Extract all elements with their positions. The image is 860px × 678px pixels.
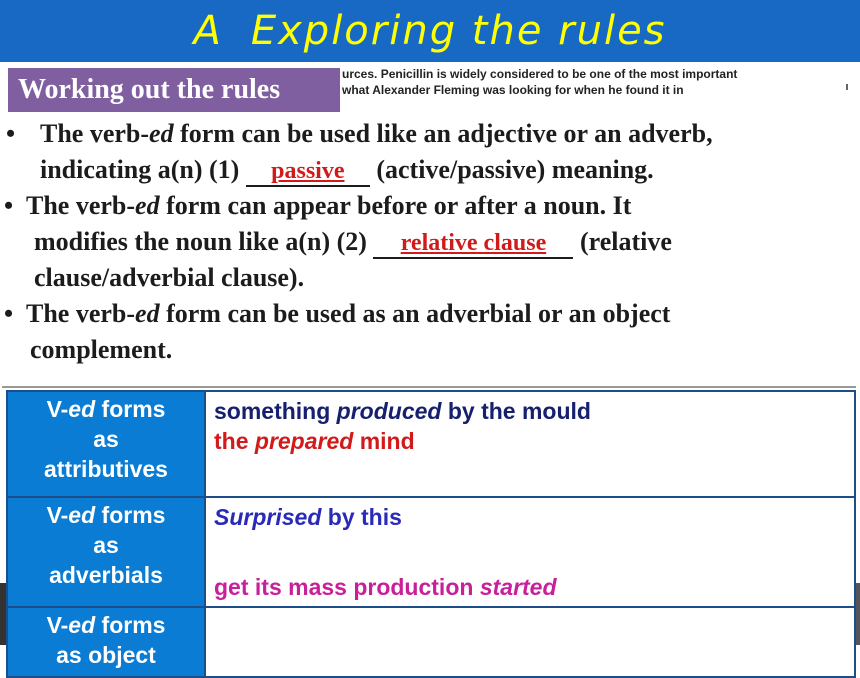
title-text: Exploring the rules [250, 8, 667, 54]
example-text: mind [353, 428, 415, 454]
example-cell [205, 497, 855, 607]
category-cell [7, 497, 205, 607]
strip-tick [846, 84, 848, 90]
rule-2-em: ed [135, 191, 160, 220]
example-text: by this [321, 504, 402, 530]
table-row [7, 497, 855, 607]
rule-1-text-b: form can be used like an adjective or an adverb, [173, 119, 713, 148]
rule-1-line-1 [32, 116, 854, 152]
example-line [214, 396, 846, 426]
example-text: by the mould [441, 398, 591, 424]
table-row [7, 607, 855, 677]
category-text-c: as object [56, 642, 156, 668]
rule-1-text-a: The verb- [40, 119, 150, 148]
category-cell [7, 391, 205, 497]
category-text-d: attributives [44, 456, 168, 482]
table-top-rule [2, 386, 856, 388]
example-spacer [214, 532, 846, 572]
answer-1: passive [271, 158, 345, 184]
answer-blank-1 [246, 156, 370, 187]
rule-3-line-2: complement. [30, 335, 173, 364]
example-cell [205, 607, 855, 677]
rule-1-text-d: (active/passive) meaning. [369, 155, 654, 184]
rule-bullet-1 [4, 116, 854, 188]
rule-2-line-3: clause/adverbial clause). [34, 263, 305, 292]
page-title [193, 8, 666, 54]
example-line [214, 426, 846, 456]
example-em: Surprised [214, 504, 322, 530]
rule-bullet-2 [4, 188, 854, 296]
example-line [214, 572, 846, 602]
category-text-a: V- [46, 502, 69, 528]
section-tag: Working out the rules [8, 68, 340, 112]
rule-3-em: ed [135, 299, 160, 328]
background-snippet [342, 66, 842, 98]
rules-list [4, 116, 854, 368]
rule-2-line-2 [26, 224, 854, 260]
rule-2-text-d: (relative [573, 227, 672, 256]
answer-blank-2 [373, 228, 573, 259]
background-line-2: what Alexander Fleming was looking for when he found it in [342, 83, 684, 97]
rule-3-text-b: form can be used as an adverbial or an object [159, 299, 671, 328]
category-text-b: forms [95, 612, 166, 638]
examples-table [6, 390, 856, 678]
table-row [7, 391, 855, 497]
category-text-c: as [93, 426, 119, 452]
example-text: something [214, 398, 337, 424]
rule-1-line-2 [32, 152, 854, 188]
category-em: ed [68, 502, 96, 528]
background-line-1: urces. Penicillin is widely considered to be one of the most important [342, 67, 738, 81]
rule-3-text-a: The verb- [26, 299, 136, 328]
rule-2-text-c: modifies the noun like a(n) (2) [34, 227, 374, 256]
example-text: the [214, 428, 255, 454]
example-line [214, 502, 846, 532]
answer-2: relative clause [400, 230, 547, 256]
rule-2-text-b: form can appear before or after a noun. It [159, 191, 632, 220]
example-cell [205, 391, 855, 497]
example-em: prepared [254, 428, 354, 454]
category-cell [7, 607, 205, 677]
category-em: ed [68, 612, 96, 638]
example-text: get its mass production [214, 574, 480, 600]
category-text-c: as [93, 532, 119, 558]
rule-2-text-a: The verb- [26, 191, 136, 220]
category-em: ed [68, 396, 96, 422]
examples-table-wrapper [2, 386, 856, 668]
rule-bullet-3 [4, 296, 854, 368]
category-text-a: V- [46, 396, 69, 422]
rule-1-text-c: indicating a(n) (1) [40, 155, 246, 184]
section-letter: A [193, 8, 223, 54]
example-em: started [479, 574, 557, 600]
category-text-d: adverbials [49, 562, 163, 588]
example-em: produced [336, 398, 442, 424]
bullet-dot: • [6, 119, 16, 148]
bullet-dot: • [4, 191, 14, 220]
category-text-b: forms [95, 502, 166, 528]
category-text-a: V- [46, 612, 69, 638]
rule-1-em: ed [149, 119, 174, 148]
category-text-b: forms [95, 396, 166, 422]
title-bar [0, 0, 860, 62]
bullet-dot: • [4, 299, 14, 328]
